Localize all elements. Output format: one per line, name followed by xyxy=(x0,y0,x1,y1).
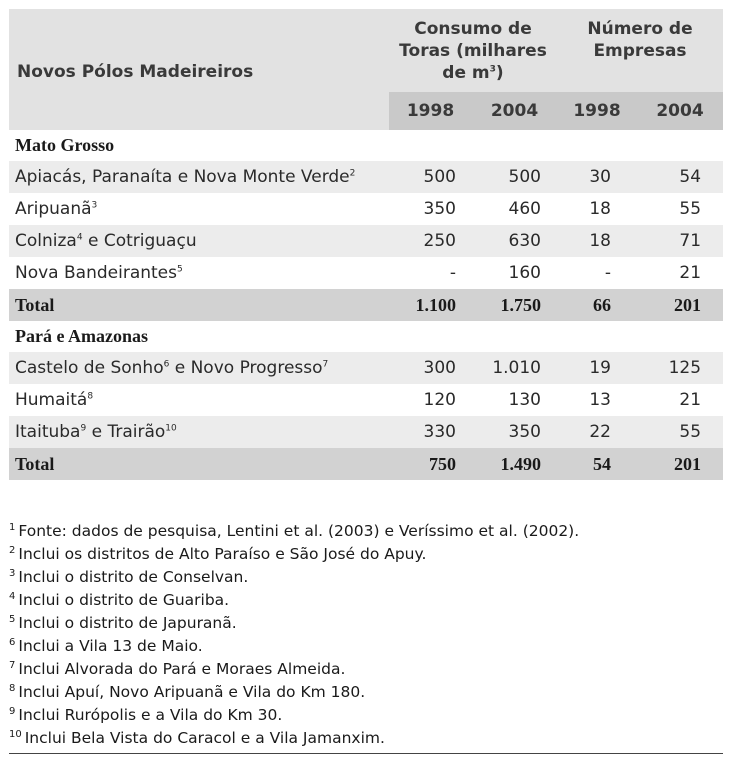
total-label: Total xyxy=(9,448,389,480)
table-row xyxy=(9,384,723,416)
bottom-rule xyxy=(9,753,723,754)
footnote-marker: 5 xyxy=(177,264,183,275)
cell-companies-2004: 54 xyxy=(637,161,723,193)
cell-companies-1998: 13 xyxy=(589,390,611,410)
footnote xyxy=(9,612,723,635)
total-label: Total xyxy=(9,289,389,321)
footnote-number: 8 xyxy=(9,682,16,694)
footnote-number: 3 xyxy=(9,567,16,579)
cell-consumption-1998: 500 xyxy=(389,161,472,193)
cell-consumption-1998: 120 xyxy=(423,390,456,410)
row-label xyxy=(9,416,389,448)
footnotes xyxy=(9,520,723,750)
footnote-text: Fonte: dados de pesquisa, Lentini et al. (2003) e Veríssimo et al. (2002). xyxy=(18,522,580,540)
table-row xyxy=(9,225,723,257)
footnote xyxy=(9,589,723,612)
footnote-marker: 9 xyxy=(80,423,87,434)
footnote-number: 1 xyxy=(9,521,16,533)
cell-consumption-1998: - xyxy=(449,263,456,283)
footnote-number: 5 xyxy=(9,613,16,625)
footnote-number: 6 xyxy=(9,636,16,648)
cell-consumption-1998: 350 xyxy=(423,199,456,219)
table-row xyxy=(9,352,723,384)
row-label xyxy=(9,225,389,257)
footnote-text: Inclui o distrito de Guariba. xyxy=(18,591,230,609)
row-label xyxy=(9,161,389,193)
year-header-row xyxy=(9,92,723,130)
cell-consumption-2004: 630 xyxy=(472,225,557,257)
footnote-number: 2 xyxy=(9,544,16,556)
cell-companies-1998: 18 xyxy=(589,199,611,219)
row-label-text: Humaitá xyxy=(15,390,88,410)
cell-companies-2004: 55 xyxy=(637,416,723,448)
row-label xyxy=(9,193,389,225)
footnote xyxy=(9,543,723,566)
cell-companies-2004: 71 xyxy=(637,225,723,257)
footnote xyxy=(9,635,723,658)
footnote-marker: 7 xyxy=(322,359,329,370)
row-label-text: Colniza xyxy=(15,231,77,251)
footnote xyxy=(9,727,723,750)
footnote-number: 7 xyxy=(9,659,16,671)
cell-companies-1998: 18 xyxy=(557,225,637,257)
year-header-consumption-1998: 1998 xyxy=(389,92,472,130)
cell-consumption-2004: 1.010 xyxy=(472,352,557,384)
total-consumption-1998: 750 xyxy=(389,448,472,480)
footnote-marker: 8 xyxy=(87,391,94,402)
data-table-container xyxy=(9,9,723,480)
total-companies-2004: 201 xyxy=(637,448,723,480)
log-consumption-unit: de m xyxy=(442,62,490,83)
row-label-text: e Trairão xyxy=(86,422,166,442)
footnote-text: Inclui a Vila 13 de Maio. xyxy=(18,637,203,655)
footnote-marker: 10 xyxy=(165,423,177,434)
cell-consumption-1998: 330 xyxy=(389,416,472,448)
row-label-text: Nova Bandeirantes xyxy=(15,263,177,283)
log-consumption-line-1: Consumo de xyxy=(414,18,532,39)
footnote-text: Inclui Rurópolis e a Vila do Km 30. xyxy=(18,706,283,724)
total-row-para-amazonas xyxy=(9,448,723,480)
total-consumption-2004: 1.490 xyxy=(472,448,557,480)
footnote-marker: 2 xyxy=(349,168,356,179)
cell-companies-2004: 21 xyxy=(679,263,702,283)
footnote-text: Inclui Apuí, Novo Aripuanã e Vila do Km 180. xyxy=(18,683,366,701)
cell-companies-2004: 55 xyxy=(679,199,702,219)
section-title: Mato Grosso xyxy=(15,135,115,155)
footnote-text: Inclui Bela Vista do Caracol e a Vila Jamanxim. xyxy=(24,729,385,747)
table-row xyxy=(9,161,723,193)
row-label xyxy=(9,384,389,416)
year-header-companies-1998: 1998 xyxy=(557,92,637,130)
row-label xyxy=(9,257,389,289)
section-title: Pará e Amazonas xyxy=(15,326,148,346)
table-row xyxy=(9,416,723,448)
year-header-consumption-2004: 2004 xyxy=(472,92,557,130)
footnote xyxy=(9,566,723,589)
footnote-text: Inclui Alvorada do Pará e Moraes Almeida. xyxy=(18,660,346,678)
cubic-superscript: 3 xyxy=(489,63,496,74)
column-header-companies xyxy=(557,9,723,92)
header-row xyxy=(9,9,723,92)
section-row-para-amazonas xyxy=(9,321,723,352)
cell-consumption-1998: 250 xyxy=(389,225,472,257)
cell-companies-1998: 30 xyxy=(557,161,637,193)
footnote xyxy=(9,681,723,704)
total-companies-1998: 54 xyxy=(557,448,637,480)
data-table xyxy=(9,9,723,480)
cell-consumption-2004: 500 xyxy=(472,161,557,193)
footnote-marker: 3 xyxy=(91,200,98,211)
year-header-companies-2004: 2004 xyxy=(637,92,723,130)
total-consumption-2004: 1.750 xyxy=(472,289,557,321)
row-label-text: Itaituba xyxy=(15,422,81,442)
section-row-mato-grosso xyxy=(9,130,723,161)
cell-companies-1998: 19 xyxy=(557,352,637,384)
cell-consumption-2004: 350 xyxy=(472,416,557,448)
row-label-text: Apiacás, Paranaíta e Nova Monte Verde xyxy=(15,167,350,187)
cell-consumption-2004: 130 xyxy=(508,390,541,410)
cell-consumption-2004: 460 xyxy=(508,199,541,219)
footnote-number: 4 xyxy=(9,590,16,602)
cell-companies-2004: 125 xyxy=(637,352,723,384)
log-consumption-line-2: Toras (milhares xyxy=(399,40,547,61)
column-header-poles: Novos Pólos Madeireiros xyxy=(17,62,254,82)
log-consumption-close-paren: ) xyxy=(495,62,504,83)
cell-companies-2004: 21 xyxy=(679,390,702,410)
row-label-text: Castelo de Sonho xyxy=(15,358,164,378)
companies-line-2: Empresas xyxy=(593,40,687,61)
table-row xyxy=(9,257,723,289)
footnote-text: Inclui o distrito de Japuranã. xyxy=(18,614,237,632)
total-row-mato-grosso xyxy=(9,289,723,321)
footnote-marker: 6 xyxy=(163,359,170,370)
footnote-number: 10 xyxy=(9,728,22,740)
total-companies-2004: 201 xyxy=(637,289,723,321)
row-label-text: e Cotriguaçu xyxy=(82,231,197,251)
cell-companies-1998: - xyxy=(604,263,611,283)
row-label-text: e Novo Progresso xyxy=(169,358,323,378)
year-header-blank xyxy=(9,92,389,130)
footnote-text: Inclui os distritos de Alto Paraíso e São José do Apuy. xyxy=(18,545,427,563)
row-label-text: Aripuanã xyxy=(15,199,92,219)
footnote-text: Inclui o distrito de Conselvan. xyxy=(18,568,249,586)
cell-companies-1998: 22 xyxy=(557,416,637,448)
row-label xyxy=(9,352,389,384)
footnote xyxy=(9,658,723,681)
footnote xyxy=(9,520,723,543)
table-row xyxy=(9,193,723,225)
total-companies-1998: 66 xyxy=(557,289,637,321)
companies-line-1: Número de xyxy=(587,18,693,39)
footnote-number: 9 xyxy=(9,705,16,717)
cell-consumption-2004: 160 xyxy=(508,263,541,283)
column-header-log-consumption xyxy=(389,9,557,92)
cell-consumption-1998: 300 xyxy=(389,352,472,384)
log-consumption-line-3 xyxy=(389,62,557,84)
total-consumption-1998: 1.100 xyxy=(389,289,472,321)
footnote-marker: 4 xyxy=(76,232,83,243)
footnote xyxy=(9,704,723,727)
